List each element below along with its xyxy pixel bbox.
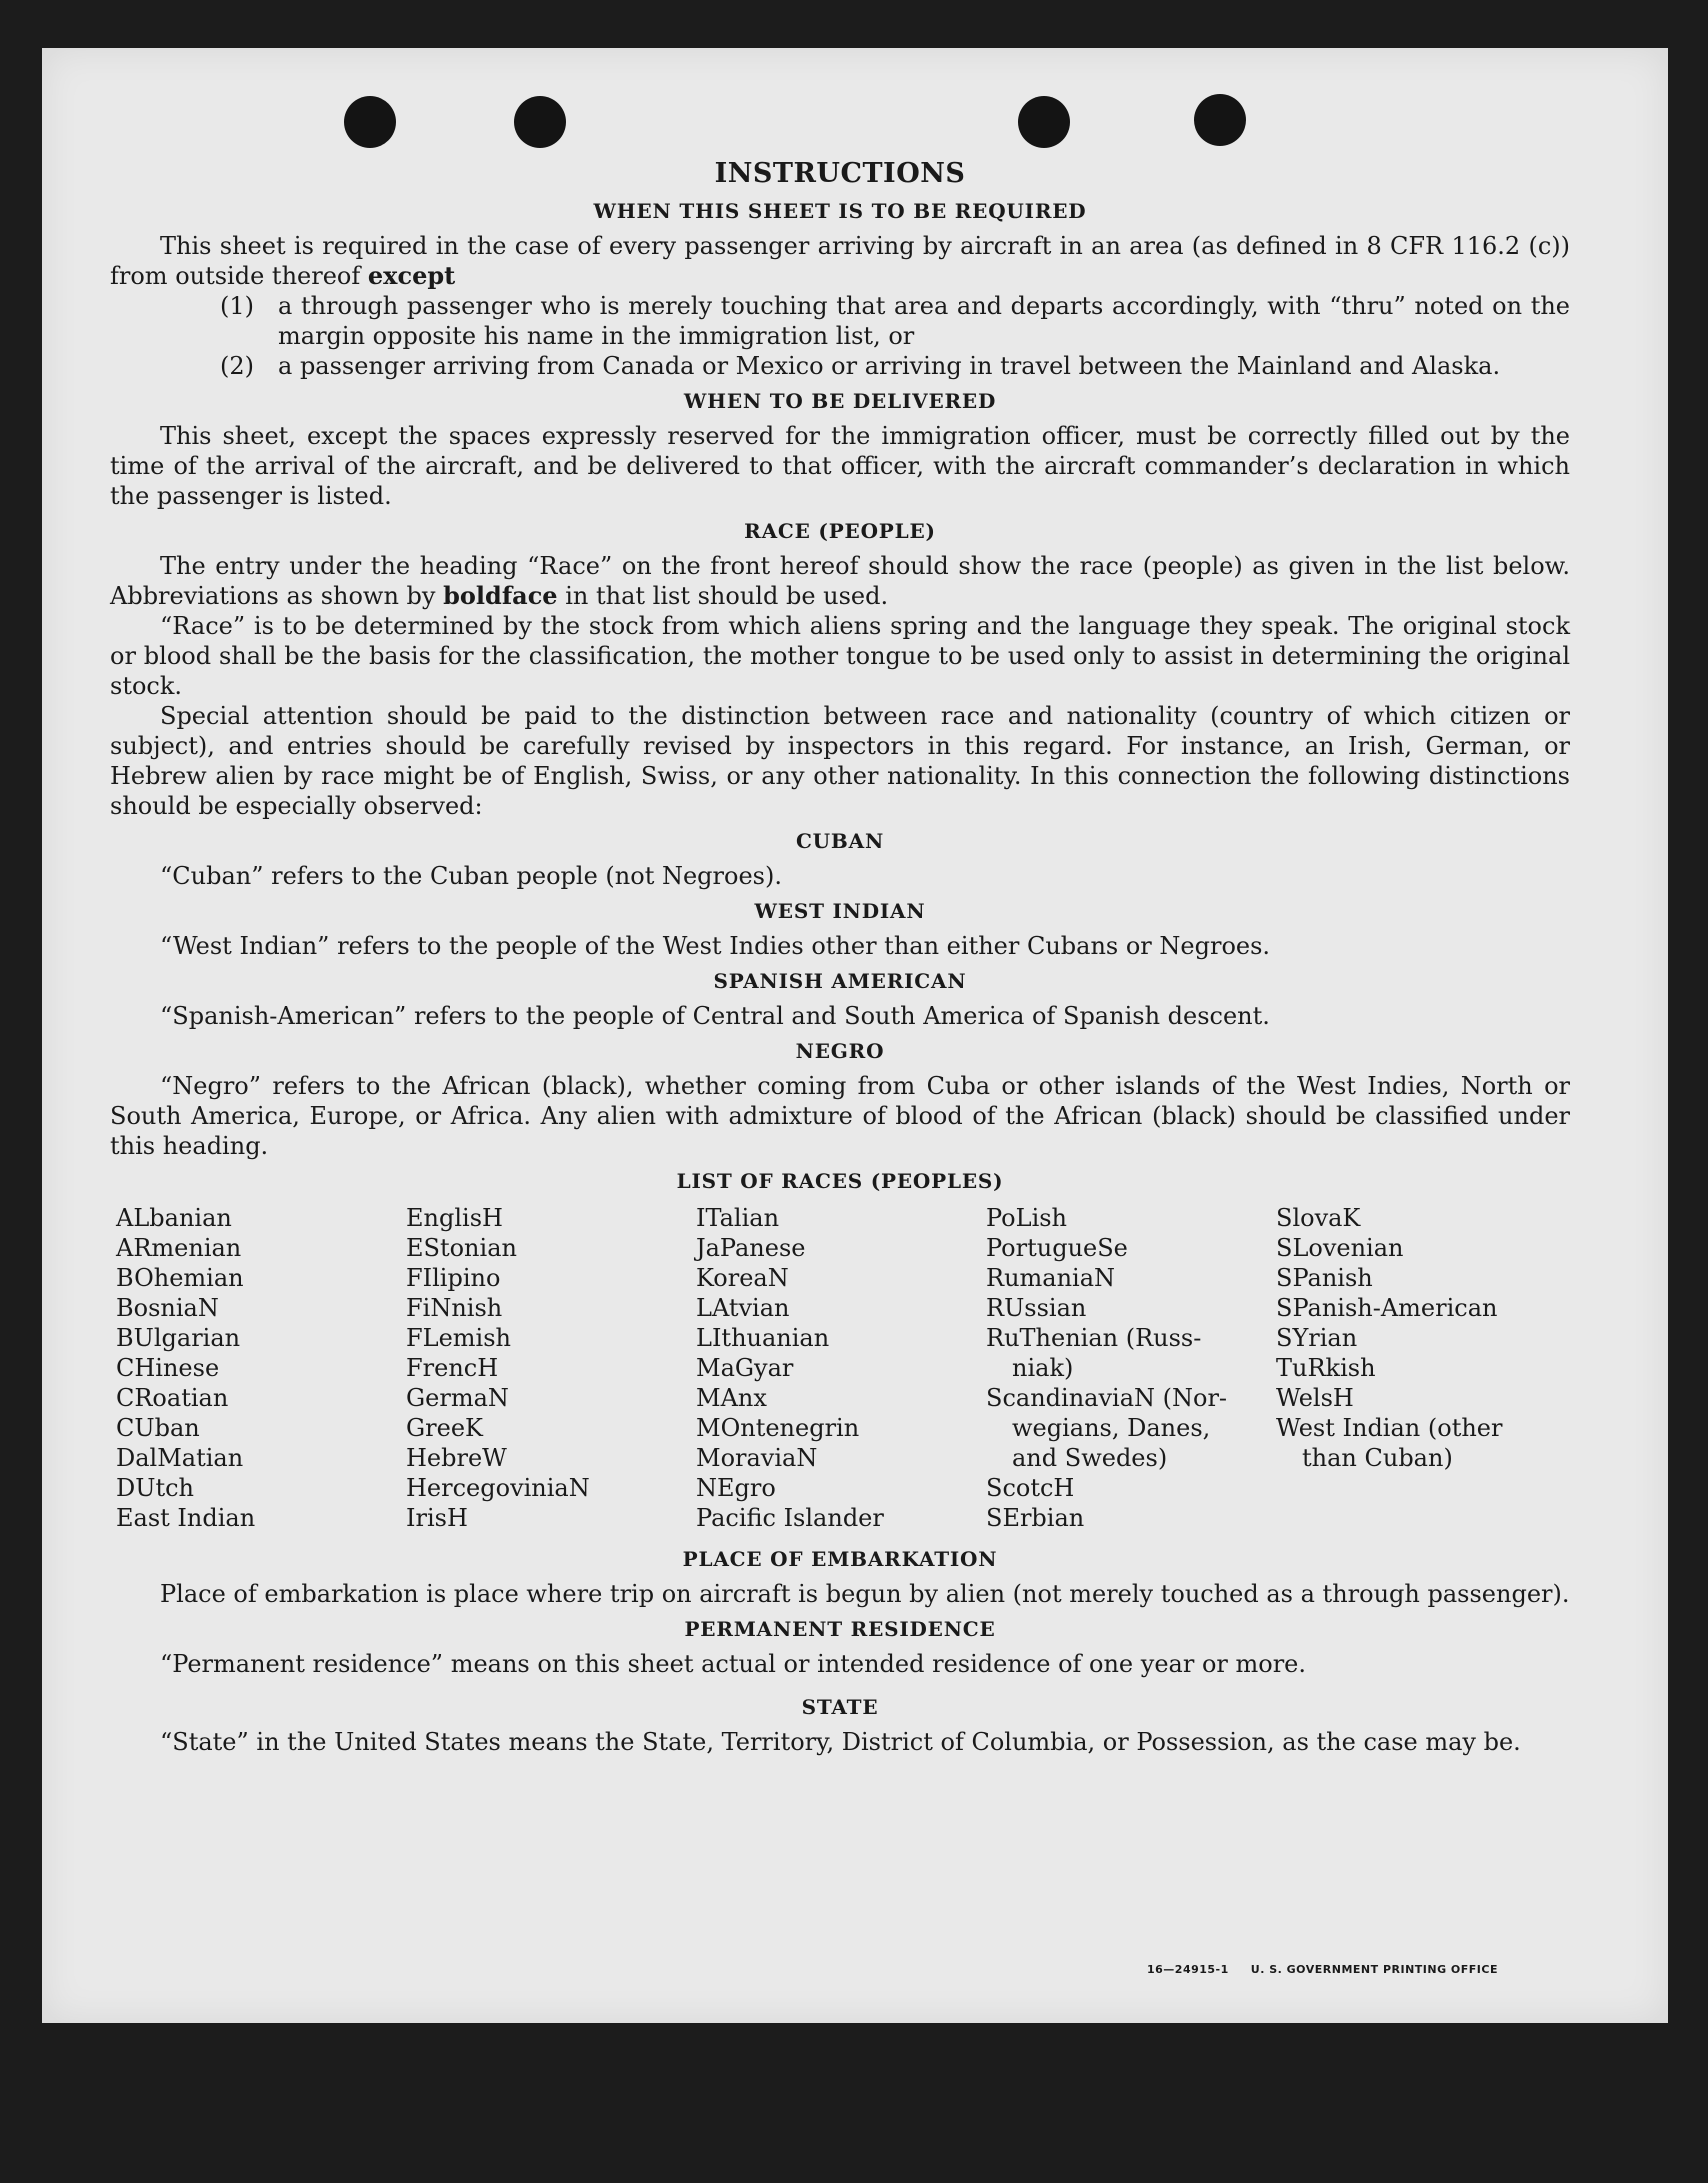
when-delivered-text: This sheet, except the spaces expressly reserved for the immigration officer, must be correctly filled out by the time of the arrival of the aircraft, and be delivered to that officer, with the aircraft commander’s declaration in which the passenger is listed.	[110, 422, 1570, 510]
races-column	[696, 1203, 986, 1533]
races-column	[116, 1203, 406, 1533]
race-entry: GermaN	[406, 1384, 509, 1412]
race-entry: SYrian	[1276, 1324, 1358, 1352]
exception-item: (2) a passenger arriving from Canada or Mexico or arriving in travel between the Mainland and Alaska.	[220, 352, 1501, 380]
race-entry: HebreW	[406, 1444, 507, 1472]
race-entry: JaPanese	[696, 1234, 806, 1262]
punch-hole	[514, 96, 566, 148]
race-entry: IrisH	[406, 1504, 468, 1532]
residence-text: “Permanent residence” means on this sheet actual or intended residence of one year or more.	[160, 1650, 1306, 1678]
race-entry: PoLish	[986, 1204, 1068, 1232]
race-entry: FiNnish	[406, 1294, 503, 1322]
race-entry: BosniaN	[116, 1294, 219, 1322]
heading-west-indian: WEST INDIAN	[754, 899, 926, 923]
race-entry: CHinese	[116, 1354, 220, 1382]
heading-list-of-races: LIST OF RACES (PEOPLES)	[676, 1169, 1004, 1193]
race-entry: MAnx	[696, 1384, 767, 1412]
race-entry: FIlipino	[406, 1264, 501, 1292]
race-entry: ARmenian	[116, 1234, 242, 1262]
race-entry: CUban	[116, 1414, 200, 1442]
race-entry: RUssian	[986, 1294, 1087, 1322]
race-entry: SPanish	[1276, 1264, 1373, 1292]
race-entry: SlovaK	[1276, 1204, 1361, 1232]
race-entry: WelsH	[1276, 1384, 1354, 1412]
cuban-text: “Cuban” refers to the Cuban people (not Negroes).	[160, 862, 782, 890]
races-column	[1276, 1203, 1576, 1533]
race-entry: EStonian	[406, 1234, 517, 1262]
races-list	[110, 1203, 1570, 1533]
race-entry: CRoatian	[116, 1384, 229, 1412]
race-entry: wegians, Danes,	[1012, 1414, 1211, 1442]
heading-cuban: CUBAN	[795, 829, 885, 853]
race-entry: KoreaN	[696, 1264, 789, 1292]
race-entry: PortugueSe	[986, 1234, 1128, 1262]
race-paragraph: Special attention should be paid to the distinction between race and nationality (country of which citizen or subject), and entries should be carefully revised by inspectors in this regard. For instance, an Irish, German, or Hebrew alien by race might be of English, Swiss, or any other nationality. In this connection the following distinctions should be especially observed:	[110, 702, 1570, 820]
race-entry: MoraviaN	[696, 1444, 818, 1472]
punch-hole	[344, 96, 396, 148]
race-entry: Pacific Islander	[696, 1504, 884, 1532]
heading-embarkation: PLACE OF EMBARKATION	[682, 1547, 998, 1571]
west-indian-text: “West Indian” refers to the people of the West Indies other than either Cubans or Negroes.	[160, 932, 1271, 960]
race-entry: FLemish	[406, 1324, 511, 1352]
embarkation-text: Place of embarkation is place where trip on aircraft is begun by alien (not merely touched as a through passenger).	[160, 1580, 1570, 1608]
heading-when-required: WHEN THIS SHEET IS TO BE REQUIRED	[593, 199, 1087, 223]
form-code: 16—24915-1	[1146, 1963, 1229, 1976]
punch-hole	[1018, 96, 1070, 148]
negro-text: “Negro” refers to the African (black), whether coming from Cuba or other islands of the West Indies, North or South America, Europe, or Africa. Any alien with admixture of blood of the African (black) should be classified under this heading.	[110, 1072, 1570, 1160]
race-paragraph: The entry under the heading “Race” on the front hereof should show the race (people) as given in the list below. Abbreviations as shown by boldface in that list should be used.	[110, 552, 1570, 610]
race-entry: East Indian	[116, 1504, 256, 1532]
race-entry: MOntenegrin	[696, 1414, 860, 1442]
race-entry: niak)	[1012, 1354, 1074, 1382]
heading-when-delivered: WHEN TO BE DELIVERED	[683, 389, 997, 413]
heading-spanish-american: SPANISH AMERICAN	[713, 969, 967, 993]
race-entry: ScotcH	[986, 1474, 1075, 1502]
race-entry: MaGyar	[696, 1354, 794, 1382]
race-entry: ITalian	[696, 1204, 780, 1232]
instructions-body	[110, 158, 1570, 1757]
race-entry: than Cuban)	[1302, 1444, 1453, 1472]
race-entry: BUlgarian	[116, 1324, 241, 1352]
races-column	[406, 1203, 696, 1533]
race-entry: DalMatian	[116, 1444, 244, 1472]
race-entry: HercegoviniaN	[406, 1474, 590, 1502]
when-required-intro: This sheet is required in the case of every passenger arriving by aircraft in an area (as defined in 8 CFR 116.2 (c)) from outside thereof except	[110, 232, 1570, 290]
race-entry: ScandinaviaN (Nor-	[986, 1384, 1228, 1412]
race-entry: TuRkish	[1276, 1354, 1376, 1382]
heading-negro: NEGRO	[795, 1039, 885, 1063]
race-entry: and Swedes)	[1012, 1444, 1168, 1472]
printer-footer	[1125, 1963, 1498, 1976]
spanish-american-text: “Spanish-American” refers to the people of Central and South America of Spanish descent.	[160, 1002, 1270, 1030]
race-entry: SPanish-American	[1276, 1294, 1498, 1322]
race-entry: RuThenian (Russ-	[986, 1324, 1202, 1352]
document-page	[42, 48, 1668, 2023]
heading-race: RACE (PEOPLE)	[744, 519, 936, 543]
printer-name: U. S. GOVERNMENT PRINTING OFFICE	[1250, 1963, 1498, 1976]
race-entry: GreeK	[406, 1414, 483, 1442]
race-entry: DUtch	[116, 1474, 195, 1502]
race-entry: West Indian (other	[1276, 1414, 1503, 1442]
exception-item: (1) a through passenger who is merely touching that area and departs accordingly, with “thru” noted on the margin opposite his name in the immigration list, or	[220, 292, 1570, 350]
race-entry: RumaniaN	[986, 1264, 1116, 1292]
race-entry: EnglisH	[406, 1204, 503, 1232]
race-entry: LAtvian	[696, 1294, 790, 1322]
heading-permanent-residence: PERMANENT RESIDENCE	[684, 1617, 996, 1641]
race-entry: FrencH	[406, 1354, 499, 1382]
races-column	[986, 1203, 1276, 1533]
heading-state: STATE	[801, 1695, 879, 1719]
punch-hole	[1194, 94, 1246, 146]
race-entry: SErbian	[986, 1504, 1085, 1532]
race-entry: BOhemian	[116, 1264, 244, 1292]
page-title: INSTRUCTIONS	[714, 158, 966, 189]
race-entry: LIthuanian	[696, 1324, 830, 1352]
race-entry: NEgro	[696, 1474, 776, 1502]
race-paragraph: “Race” is to be determined by the stock from which aliens spring and the language they speak. The original stock or blood shall be the basis for the classification, the mother tongue to be used only to assist in determining the original stock.	[110, 612, 1570, 700]
race-entry: SLovenian	[1276, 1234, 1404, 1262]
state-text: “State” in the United States means the State, Territory, District of Columbia, or Possession, as the case may be.	[160, 1728, 1521, 1756]
race-entry: ALbanian	[116, 1204, 232, 1232]
